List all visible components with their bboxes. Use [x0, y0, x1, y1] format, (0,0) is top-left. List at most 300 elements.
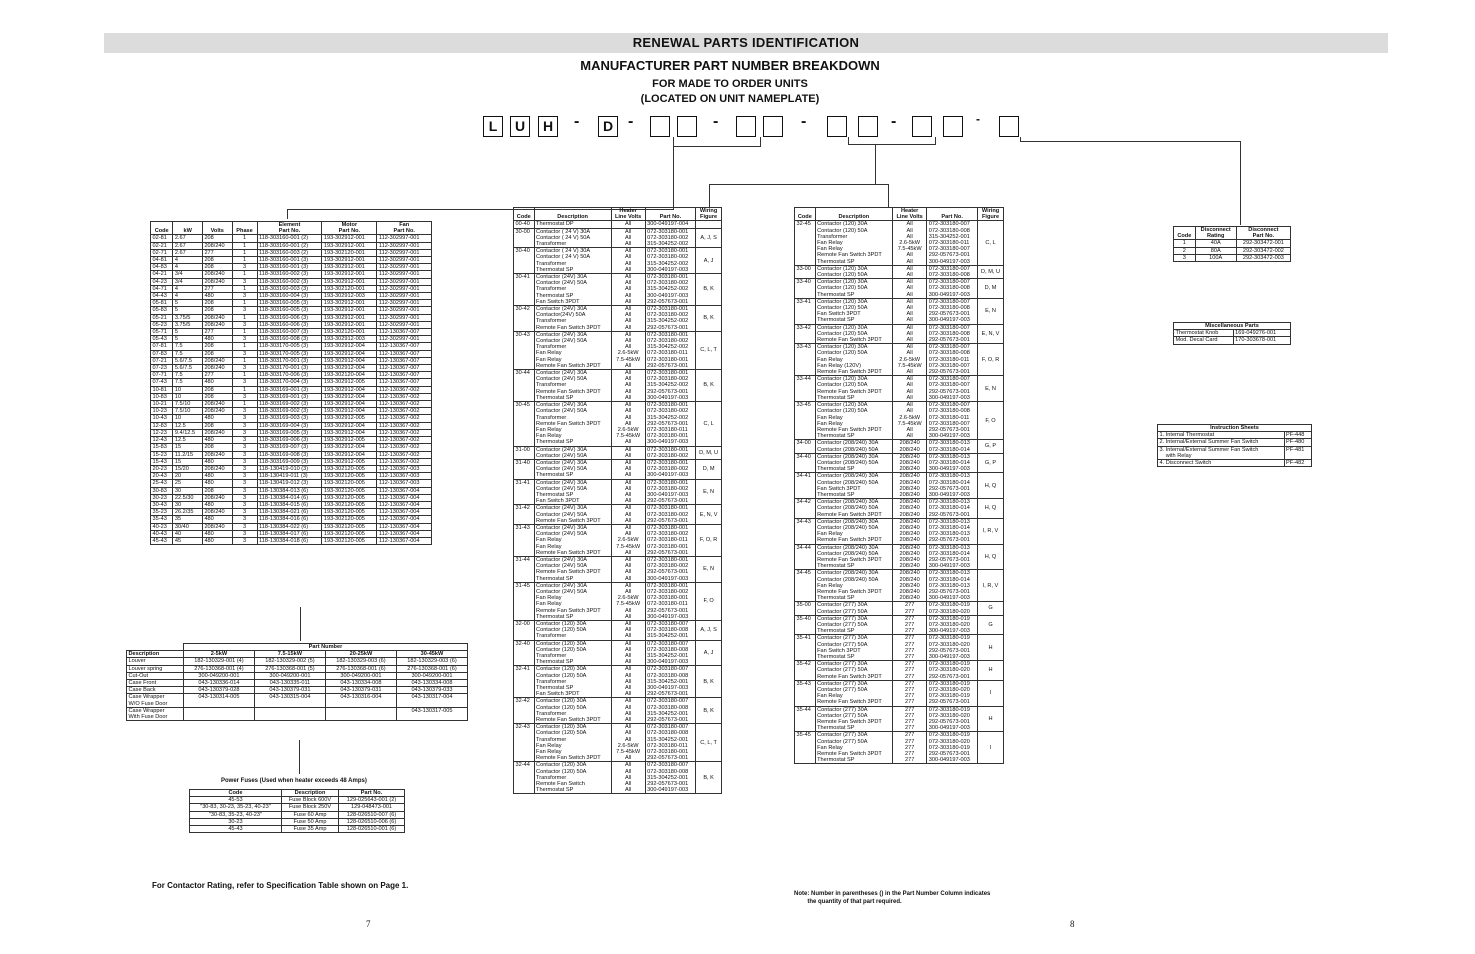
cabinet-20-25kw	[325, 707, 396, 720]
control-parts: 072-303180-001 072-303180-002	[645, 446, 696, 459]
heater-code: 07-81	[151, 343, 173, 350]
heater-kw: 3/4	[173, 271, 203, 278]
control1-col-code: Code	[514, 208, 535, 221]
cabinet-description: Case Front	[127, 680, 184, 687]
heater-fan-part: 112-130367-007	[377, 372, 432, 379]
pn-dash-6: -	[976, 112, 980, 126]
heater-motor-part: 193-302912-001	[322, 314, 377, 321]
heater-fan-part: 112-130367-002	[377, 393, 432, 400]
heater-phase: 1	[232, 343, 257, 350]
control-parts: 072-303180-001 072-303180-002 315-304252-002 292-057673-001 072-303180-011 072-303180-001 300-049197-003	[645, 402, 696, 446]
table-row	[795, 265, 1004, 278]
instruction-title: 2. Internal/External Summer Fan Switch	[1158, 439, 1285, 446]
heater-phase: 3	[232, 537, 257, 544]
heater-volts: 480	[202, 458, 232, 465]
heater-phase: 3	[232, 321, 257, 328]
fuse-code: "30-83, 35-23, 40-23"	[190, 811, 282, 818]
table-row	[151, 235, 432, 242]
contactor-rating-note: For Contactor Rating, refer to Specification Table shown on Page 1.	[152, 881, 409, 890]
cabinet-col-30-45kw: 30-45kW	[396, 651, 467, 658]
heater-kw: 10	[173, 386, 203, 393]
heater-fan-part: 112-130367-004	[377, 487, 432, 494]
heater-phase: 3	[232, 509, 257, 516]
quantity-footnote: Note: Number in parentheses () in the Part Number Column indicates the quantity of that part required.	[794, 891, 991, 905]
page-number-left: 7	[366, 919, 371, 929]
cabinet-7-15kw: 043-130379-031	[254, 687, 325, 694]
heater-kw: 12.5	[173, 422, 203, 429]
control-description: Contactor (277) 30A Contactor (277) 50A Remote Fan Switch 3PDT	[815, 661, 892, 681]
heater-element-part: 118-303169-001 (3)	[257, 393, 322, 400]
heater-code: 30-43	[151, 501, 173, 508]
heater-code: 05-81	[151, 300, 173, 307]
control-code: 31-44	[514, 556, 535, 582]
cabinet-20-25kw: 043-130334-008	[325, 680, 396, 687]
pn-box-h: H	[538, 116, 558, 137]
control-code: 30-43	[514, 331, 535, 369]
control-wiring: G	[978, 602, 1004, 615]
control-parts: 072-303180-013 072-303180-014 292-057673-001	[927, 499, 978, 519]
table-row	[151, 307, 432, 314]
control-parts: 072-303180-019 072-303180-020	[927, 602, 978, 615]
control-wiring: I, R, V	[978, 570, 1004, 602]
table-row	[190, 811, 405, 818]
table-row	[1158, 439, 1312, 446]
heater-phase: 1	[232, 386, 257, 393]
control-volts: 277 277 277 277	[893, 706, 927, 732]
control-wiring: A, J	[696, 248, 722, 274]
heater-volts: 277	[202, 249, 232, 256]
heater-kw: 20	[173, 473, 203, 480]
table-row	[151, 429, 432, 436]
disconnect-col-code: Code	[1174, 227, 1196, 240]
heater-kw: 4	[173, 293, 203, 300]
control-volts: 208/240 208/240 208/240 208/240	[893, 473, 927, 499]
heater-code: 02-71	[151, 249, 173, 256]
heater-kw: 15	[173, 458, 203, 465]
heater-phase: 1	[232, 249, 257, 256]
heater-element-part: 118-303170-005 (3)	[257, 350, 322, 357]
control-parts: 072-303180-001 072-303180-002 315-304252-002 300-049197-003	[645, 248, 696, 274]
heater-kw: 4	[173, 285, 203, 292]
cabinet-20-25kw: 043-130316-004	[325, 694, 396, 707]
control-volts: All All	[893, 265, 927, 278]
control-description: Contactor (277) 30A Contactor (277) 50A Fan Relay Remote Fan Switch 3PDT	[815, 680, 892, 706]
control-code: 34-42	[795, 499, 816, 519]
control-code: 30-45	[514, 402, 535, 446]
control-description: Contactor (24V) 30A Contactor (24V) 50A Transformer Remote Fan Switch 3PDT Thermostat SP	[534, 370, 611, 402]
heater-motor-part: 193-302120-005	[322, 537, 377, 544]
control-description: Contactor (277) 30A Contactor (277) 50A Thermostat SP	[815, 615, 892, 635]
heater-col-element: Element Part No.	[257, 222, 322, 235]
table-row	[151, 422, 432, 429]
table-row	[795, 706, 1004, 732]
heater-element-part: 118-130384-022 (6)	[257, 523, 322, 530]
table-row	[151, 365, 432, 372]
heater-fan-part: 112-130367-004	[377, 501, 432, 508]
heater-fan-part: 112-130367-002	[377, 415, 432, 422]
heater-volts: 208	[202, 307, 232, 314]
table-row	[151, 264, 432, 271]
heater-fan-part: 112-130367-002	[377, 408, 432, 415]
table-row	[151, 278, 432, 285]
heater-phase: 1	[232, 271, 257, 278]
heater-motor-part: 193-302912-001	[322, 235, 377, 242]
heater-volts: 277	[202, 372, 232, 379]
heater-element-part: 118-303170-005 (3)	[257, 343, 322, 350]
fuse-table	[189, 789, 405, 833]
control-wiring: D, M	[978, 279, 1004, 299]
cabinet-2-5kw: 043-130379-028	[183, 687, 254, 694]
fuse-table-caption: Power Fuses (Used when heater exceeds 48 Amps)	[221, 778, 367, 784]
heater-kw: 9.4/12.5	[173, 429, 203, 436]
control-description: Contactor (24V) 30A Contactor (24V) 50A Remote Fan Switch 3PDT Thermostat SP	[534, 556, 611, 582]
control-volts: 277 277 277	[893, 615, 927, 635]
table-row	[1174, 247, 1291, 254]
cabinet-7-15kw: 043-130315-004	[254, 694, 325, 707]
control-description: Contactor (277) 30A Contactor (277) 50A Remote Fan Switch 3PDT Thermostat SP	[815, 706, 892, 732]
heater-fan-part: 112-130367-002	[377, 401, 432, 408]
heater-fan-part: 112-130367-004	[377, 509, 432, 516]
control-volts: All All 2.6-5kW 7.5-45kW All	[611, 524, 645, 556]
control-description: Contactor (120) 30A Contactor (120) 50A Transformer	[534, 621, 611, 641]
heater-volts: 480	[202, 293, 232, 300]
heater-fan-part: 112-302997-001	[377, 293, 432, 300]
heater-element-part: 118-303160-006 (3)	[257, 321, 322, 328]
heater-phase: 1	[232, 357, 257, 364]
control-wiring: A, J, S	[696, 228, 722, 248]
heater-element-part: 118-303169-005 (3)	[257, 429, 322, 436]
control-code: 34-43	[795, 518, 816, 544]
control-wiring: I	[978, 732, 1004, 764]
heater-motor-part: 193-302120-005	[322, 480, 377, 487]
table-row	[151, 372, 432, 379]
table-row	[127, 680, 468, 687]
pn-box-l: L	[483, 116, 503, 137]
fuse-code: 45-53	[190, 797, 282, 804]
heater-phase: 3	[232, 293, 257, 300]
heater-phase: 1	[232, 372, 257, 379]
cabinet-30-45kw: 276-130368-001 (6)	[396, 665, 467, 672]
cabinet-col-description: Description	[127, 651, 184, 658]
heater-phase: 1	[232, 242, 257, 249]
control2-col-description: Description	[815, 208, 892, 221]
heater-volts: 208	[202, 300, 232, 307]
heater-kw: 10	[173, 393, 203, 400]
fuse-part: 128-026510-001 (6)	[339, 826, 405, 833]
heater-volts: 208/240	[202, 408, 232, 415]
misc-part: 170-303678-001	[1233, 337, 1290, 344]
heater-element-part: 118-303160-001 (2)	[257, 242, 322, 249]
fuse-part: 128-026510-006 (6)	[339, 818, 405, 825]
table-row	[795, 544, 1004, 570]
instruction-code: PF-481	[1284, 446, 1311, 459]
control-parts: 072-303180-007 072-303180-008 292-057673-001 300-049197-003	[927, 298, 978, 324]
control-code: 35-45	[795, 732, 816, 764]
control-code: 35-00	[795, 602, 816, 615]
control-description: Contactor (208/240) 30A Contactor (208/240) 50A	[815, 440, 892, 453]
table-row	[127, 694, 468, 707]
heater-element-part: 118-130384-018 (6)	[257, 537, 322, 544]
control-code: 31-40	[514, 459, 535, 479]
control-volts: 208/240 208/240 208/240	[893, 499, 927, 519]
fuse-description: Fuse 50 Amp	[281, 818, 338, 825]
heater-phase: 3	[232, 307, 257, 314]
cabinet-20-25kw: 300-049200-001	[325, 672, 396, 679]
table-row	[151, 465, 432, 472]
control-description: Contactor (24V) 30A Contactor (24V) 50A Transformer Fan Relay Fan Relay Remote Fan Switch 3PDT	[534, 331, 611, 369]
table-row	[151, 300, 432, 307]
heater-element-part: 118-303169-002 (3)	[257, 408, 322, 415]
table-row	[514, 370, 722, 402]
control-code: 33-42	[795, 324, 816, 344]
heater-phase: 3	[232, 278, 257, 285]
heater-volts: 277	[202, 285, 232, 292]
heater-phase: 3	[232, 494, 257, 501]
heater-code: 40-23	[151, 523, 173, 530]
pn-dash-5: -	[891, 113, 897, 130]
heater-element-part: 118-303160-002 (3)	[257, 271, 322, 278]
heater-motor-part: 193-302912-004	[322, 422, 377, 429]
control-volts: 277 277 277 277 277	[893, 732, 927, 764]
control-wiring: F, O	[696, 582, 722, 620]
heater-motor-part: 193-302120-001	[322, 329, 377, 336]
control-code: 33-00	[795, 265, 816, 278]
heater-volts: 480	[202, 437, 232, 444]
heater-fan-part: 112-130367-007	[377, 343, 432, 350]
control-volts: 277 277	[893, 602, 927, 615]
control-code: 30-40	[514, 248, 535, 274]
table-row	[151, 501, 432, 508]
heater-motor-part: 193-302912-004	[322, 357, 377, 364]
disconnect-rating: 80A	[1195, 247, 1236, 254]
control-description: Contactor (24V) 30A Contactor (24V) 50A Transformer Remote Fan Switch 3PDT Fan Relay Fan Relay Thermostat SP	[534, 402, 611, 446]
table-row	[151, 386, 432, 393]
control-volts: All All All 2.6-5kW 7.5-45kW All All	[893, 221, 927, 265]
heater-phase: 3	[232, 516, 257, 523]
heater-fan-part: 112-130367-002	[377, 444, 432, 451]
pn-box-u: U	[510, 116, 530, 137]
heater-phase: 3	[232, 451, 257, 458]
heater-motor-part: 193-302120-001	[322, 285, 377, 292]
cabinet-30-45kw: 043-130379-033	[396, 687, 467, 694]
heater-code: 04-81	[151, 257, 173, 264]
heater-fan-part: 112-130367-007	[377, 329, 432, 336]
disconnect-table	[1173, 226, 1291, 262]
control-code: 31-45	[514, 582, 535, 620]
heater-phase: 1	[232, 314, 257, 321]
table-row	[127, 665, 468, 672]
control-volts: All All All	[611, 228, 645, 248]
heater-phase: 3	[232, 379, 257, 386]
heater-motor-part: 193-302912-001	[322, 242, 377, 249]
control-volts: 208/240 208/240 208/240 208/240	[893, 518, 927, 544]
heater-kw: 5	[173, 336, 203, 343]
heater-code: 10-83	[151, 393, 173, 400]
control2-col-part: Part No.	[927, 208, 978, 221]
control-volts: All	[611, 221, 645, 228]
heater-phase: 3	[232, 350, 257, 357]
heater-motor-part: 193-302912-004	[322, 429, 377, 436]
heater-volts: 208	[202, 422, 232, 429]
pn-box-control-2	[858, 116, 878, 137]
control-description: Contactor (277) 30A Contactor (277) 50A Fan Switch 3PDT Thermostat SP	[815, 635, 892, 661]
heater-volts: 208/240	[202, 278, 232, 285]
cabinet-description: Louver spring	[127, 665, 184, 672]
pn-box-control-1	[827, 116, 847, 137]
heater-code: 02-21	[151, 242, 173, 249]
cabinet-parts-table	[126, 643, 468, 721]
table-row	[514, 248, 722, 274]
control1-col-description: Description	[534, 208, 611, 221]
table-row	[1174, 337, 1291, 344]
control-description: Contactor (208/240) 30A Contactor (208/240) 50A Thermostat SP	[815, 453, 892, 473]
table-row	[151, 357, 432, 364]
table-row	[795, 602, 1004, 615]
cabinet-30-45kw: 043-130317-005	[396, 707, 467, 720]
control-description: Contactor (24V) 30A Contactor (24V) 50A Fan Relay Fan Relay Remote Fan Switch 3PDT Thermostat SP	[534, 582, 611, 620]
table-row	[795, 518, 1004, 544]
control-parts: 072-303180-019 072-303180-020 292-057673-001 300-049197-003	[927, 635, 978, 661]
heater-phase: 3	[232, 415, 257, 422]
heater-fan-part: 112-302997-001	[377, 336, 432, 343]
heater-kw: 5	[173, 300, 203, 307]
misc-description: Thermostat Knob	[1174, 330, 1234, 337]
heater-kw: 7.5	[173, 379, 203, 386]
control-parts: 072-303180-007 072-303180-008 315-304252-001 072-303180-011 072-303180-001 292-057673-001	[645, 724, 696, 762]
control-volts: All All All	[611, 505, 645, 525]
control-description: Contactor (120) 30A Contactor (120) 50A Fan Relay Fan Relay Remote Fan Switch 3PDT Thermostat SP	[815, 402, 892, 440]
disconnect-code: 1	[1174, 240, 1196, 247]
cabinet-description: Case Back	[127, 687, 184, 694]
heater-volts: 208/240	[202, 365, 232, 372]
heater-phase: 3	[232, 465, 257, 472]
heater-fan-part: 112-302997-001	[377, 285, 432, 292]
heater-fan-part: 112-302997-001	[377, 321, 432, 328]
table-row	[514, 479, 722, 505]
heater-code: 05-23	[151, 321, 173, 328]
heater-fan-part: 112-130367-007	[377, 357, 432, 364]
control-volts: All All All	[893, 324, 927, 344]
table-row	[795, 402, 1004, 440]
heater-fan-part: 112-130367-002	[377, 458, 432, 465]
control-volts: 208/240 208/240 208/240 208/240 208/240	[893, 570, 927, 602]
control-parts: 072-303180-019 072-303180-020 072-303180-019 292-057673-001	[927, 680, 978, 706]
heater-fan-part: 112-302997-001	[377, 314, 432, 321]
control-description: Contactor (120) 30A Contactor (120) 50A Remote Fan Switch 3PDT Thermostat SP	[815, 376, 892, 402]
instruction-table-title: Instruction Sheets	[1158, 425, 1312, 432]
heater-kw: 7.5/10	[173, 408, 203, 415]
heater-kw: 2.67	[173, 235, 203, 242]
instruction-title: 1. Internal Thermostat	[1158, 432, 1285, 439]
cabinet-2-5kw: 276-130368-001 (4)	[183, 665, 254, 672]
control-wiring: E, N	[696, 479, 722, 505]
heater-kw: 2.67	[173, 242, 203, 249]
misc-part: 169-049276-001	[1233, 330, 1290, 337]
heater-kw: 7.5	[173, 350, 203, 357]
control-volts: All All All All	[611, 698, 645, 724]
control-parts: 072-303180-007 072-303180-008 315-304252-001 292-057673-001	[645, 698, 696, 724]
control-code: 35-41	[795, 635, 816, 661]
disconnect-col-rating: Disconnect Rating	[1195, 227, 1236, 240]
heater-motor-part: 193-302120-005	[322, 530, 377, 537]
heater-code: 04-71	[151, 285, 173, 292]
instruction-title: 3. Internal/External Summer Fan Switch with Relay	[1158, 446, 1285, 459]
control-wiring: H	[978, 635, 1004, 661]
control-volts: 208/240 208/240 208/240	[893, 453, 927, 473]
heater-volts: 480	[202, 480, 232, 487]
heater-motor-part: 193-302912-001	[322, 257, 377, 264]
heater-fan-part: 112-130367-004	[377, 516, 432, 523]
heater-kw: 25	[173, 480, 203, 487]
control-code: 33-43	[795, 344, 816, 376]
control-code: 34-44	[795, 544, 816, 570]
heater-fan-part: 112-302997-001	[377, 242, 432, 249]
control-wiring: H	[978, 661, 1004, 681]
cabinet-30-45kw: 300-049200-001	[396, 672, 467, 679]
heater-volts: 208/240	[202, 401, 232, 408]
control-code: 30-44	[514, 370, 535, 402]
control-description: Contactor (208/240) 30A Contactor (208/240) 50A Remote Fan Switch 3PDT	[815, 499, 892, 519]
control-code: 31-43	[514, 524, 535, 556]
heater-element-part: 118-303170-006 (3)	[257, 372, 322, 379]
heater-phase: 3	[232, 444, 257, 451]
table-row	[151, 437, 432, 444]
heater-element-part: 118-303160-001 (2)	[257, 235, 322, 242]
table-row	[1158, 446, 1312, 459]
table-row	[151, 480, 432, 487]
control-parts: 072-303180-007 072-303180-008 315-304252-001 072-303180-011 072-303180-007 292-057673-001 300-049197-003	[927, 221, 978, 265]
table-row	[151, 321, 432, 328]
heater-element-part: 118-303170-001 (3)	[257, 357, 322, 364]
disconnect-part: 292-303472-002	[1236, 247, 1290, 254]
control-description: Contactor (24V) 30A Contactor (24V) 50A Thermostat SP	[534, 459, 611, 479]
control-description: Contactor (24V) 30A Contactor (24V) 50A Fan Relay Fan Relay Remote Fan Switch 3PDT	[534, 524, 611, 556]
pn-box-control-4	[943, 116, 963, 137]
table-row	[151, 350, 432, 357]
control-code: 30-00	[514, 228, 535, 248]
table-row	[151, 537, 432, 544]
heater-kw: 7.5	[173, 343, 203, 350]
heater-motor-part: 193-302912-004	[322, 393, 377, 400]
table-row	[151, 415, 432, 422]
control-wiring: E, N, V	[978, 324, 1004, 344]
heater-code: 05-21	[151, 314, 173, 321]
table-row	[151, 393, 432, 400]
control-wiring: E, N	[696, 556, 722, 582]
heater-fan-part: 112-130367-003	[377, 480, 432, 487]
table-row	[151, 530, 432, 537]
control-volts: All All 2.6-5kW 7.5-45kW All All	[611, 582, 645, 620]
heater-volts: 208	[202, 343, 232, 350]
heater-element-part: 118-130384-013 (6)	[257, 487, 322, 494]
table-row	[795, 570, 1004, 602]
heater-motor-part: 193-302120-005	[322, 516, 377, 523]
control-volts: All All All All All	[611, 274, 645, 306]
control-volts: All All All 2.6-5kW 7.5-45kW All	[611, 724, 645, 762]
table-row	[127, 707, 468, 720]
heater-element-part: 118-130384-015 (6)	[257, 501, 322, 508]
table-row	[514, 666, 722, 698]
pn-box-heater-1	[650, 116, 670, 137]
heater-code: 04-23	[151, 278, 173, 285]
control-parts: 072-303180-001 072-303180-002 300-049197-003	[645, 459, 696, 479]
table-row	[151, 336, 432, 343]
pn-box-disconnect	[999, 116, 1019, 137]
control-code: 30-41	[514, 274, 535, 306]
control-parts: 072-303180-019 072-303180-020 300-049197-003	[927, 615, 978, 635]
fuse-code: "30-83, 30-23, 35-23, 40-23"	[190, 804, 282, 811]
heater-phase: 3	[232, 336, 257, 343]
